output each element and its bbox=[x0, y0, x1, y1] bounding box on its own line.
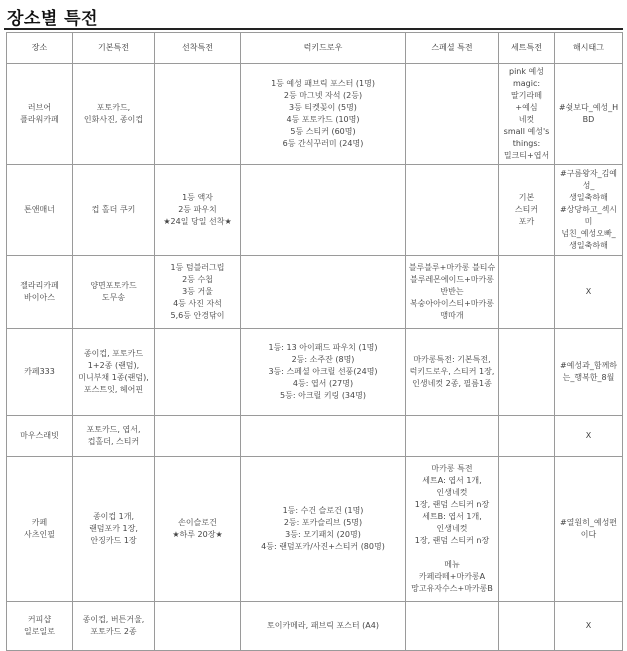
cell-hashtag: #열원히_예성편 이다 bbox=[555, 457, 623, 602]
header-hashtag: 해시태그 bbox=[555, 33, 623, 64]
cell-basic: 포토카드, 인화사진, 종이컵 bbox=[73, 64, 155, 165]
cell-set: 기본 스티커 포카 bbox=[499, 165, 555, 256]
cell-set bbox=[499, 416, 555, 457]
table-header-row bbox=[7, 33, 623, 64]
cell-set bbox=[499, 256, 555, 329]
cell-lucky-draw bbox=[241, 416, 406, 457]
cell-first-come: 1등 액자 2등 파우치 ★24일 당일 선착★ bbox=[155, 165, 241, 256]
table-row bbox=[7, 256, 623, 329]
cell-first-come: 손이슬로건 ★하루 20장★ bbox=[155, 457, 241, 602]
cell-lucky-draw: 1등: 수건 슬로건 (1명) 2등: 포카슬리브 (5명) 3등: 모기패치 (20명) 4등: 랜덤포카/사진+스티커 (80명) bbox=[241, 457, 406, 602]
cell-special: 마카롱 특전 세트A: 엽서 1개, 인생네컷 1장, 랜덤 스티커 n장 세트B: 엽서 1개, 인생네컷 1장, 랜덤 스티커 n장 메뉴 카페라떼+마카롱A 망고유자수스+마카롱B bbox=[406, 457, 499, 602]
cell-basic: 포토카드, 엽서, 컵홀더, 스티커 bbox=[73, 416, 155, 457]
cell-hashtag: #구름왕자_김예 성_ 생일축하해 #상당하고_섹시 미 넘친_예성오빠_ 생일축하해 bbox=[555, 165, 623, 256]
cell-basic: 양면포토카드 도무송 bbox=[73, 256, 155, 329]
header-set: 세트특전 bbox=[499, 33, 555, 64]
cell-set bbox=[499, 329, 555, 416]
cell-first-come bbox=[155, 602, 241, 651]
cell-hashtag: X bbox=[555, 602, 623, 651]
cell-first-come bbox=[155, 329, 241, 416]
benefits-table bbox=[6, 32, 623, 651]
cell-first-come: 1등 텀블러그립 2등 수첩 3등 거울 4등 사진 자석 5,6등 안경닦이 bbox=[155, 256, 241, 329]
cell-place: 톤앤매너 bbox=[7, 165, 73, 256]
cell-first-come bbox=[155, 416, 241, 457]
cell-basic: 컵 홀더 쿠키 bbox=[73, 165, 155, 256]
header-lucky-draw: 럭키드로우 bbox=[241, 33, 406, 64]
cell-lucky-draw bbox=[241, 256, 406, 329]
cell-hashtag: X bbox=[555, 416, 623, 457]
cell-special: 블루블루+마카롱 블티슈 블루레몬에이드+마카롱 반반는 복숭아아이스티+마카롱 맹따개 bbox=[406, 256, 499, 329]
page-title: 장소별 특전 bbox=[7, 9, 99, 29]
header-special: 스페셜 특전 bbox=[406, 33, 499, 64]
cell-special bbox=[406, 165, 499, 256]
cell-special bbox=[406, 602, 499, 651]
cell-hashtag: #쉿보다_예성_H BD bbox=[555, 64, 623, 165]
cell-set bbox=[499, 602, 555, 651]
table-row bbox=[7, 416, 623, 457]
table-row bbox=[7, 64, 623, 165]
table-row bbox=[7, 457, 623, 602]
cell-place: 젤라리카페 바이아스 bbox=[7, 256, 73, 329]
cell-basic: 종이컵, 버튼거울, 포토카드 2종 bbox=[73, 602, 155, 651]
cell-lucky-draw bbox=[241, 165, 406, 256]
cell-place: 커피샵 일로일로 bbox=[7, 602, 73, 651]
title-divider bbox=[4, 28, 623, 30]
cell-hashtag: #예성과_함께하 는_행복한_8월 bbox=[555, 329, 623, 416]
header-first-come: 선착특전 bbox=[155, 33, 241, 64]
cell-lucky-draw: 1등 예성 패브릭 포스터 (1명) 2등 마그넷 자석 (2등) 3등 티켓꽂이 (5명) 4등 포토카드 (10명) 5등 스티커 (60명) 6등 간식꾸러미 (24명) bbox=[241, 64, 406, 165]
cell-place: 카페 사츠인필 bbox=[7, 457, 73, 602]
table-row bbox=[7, 602, 623, 651]
cell-hashtag: X bbox=[555, 256, 623, 329]
cell-special bbox=[406, 64, 499, 165]
cell-special: 마카롱특전: 기본특전, 럭키드로우, 스티커 1장, 인생네컷 2종, 필름1종 bbox=[406, 329, 499, 416]
header-place: 장소 bbox=[7, 33, 73, 64]
cell-lucky-draw: 1등: 13 아이패드 파우치 (1명) 2등: 소주잔 (8명) 3등: 스페셜 아크릴 선풍(24명) 4등: 엽서 (27명) 5등: 아크릴 키링 (34명) bbox=[241, 329, 406, 416]
cell-special bbox=[406, 416, 499, 457]
header-basic: 기본특전 bbox=[73, 33, 155, 64]
cell-set: pink 예성 magic: 딸기라떼+예심 네컷 small 예성's things: 밀크티+엽서 bbox=[499, 64, 555, 165]
cell-basic: 종이컵 1개, 랜덤포카 1장, 안징카드 1장 bbox=[73, 457, 155, 602]
table-row bbox=[7, 165, 623, 256]
cell-place: 러브어 플라워카페 bbox=[7, 64, 73, 165]
cell-lucky-draw: 토이카메라, 패브릭 포스터 (A4) bbox=[241, 602, 406, 651]
cell-set bbox=[499, 457, 555, 602]
table-row bbox=[7, 329, 623, 416]
cell-first-come bbox=[155, 64, 241, 165]
cell-basic: 종이컵, 포토카드 1+2종 (랜덤), 미니부채 1종(랜덤), 포스트잇, 헤어핀 bbox=[73, 329, 155, 416]
cell-place: 마우스래빗 bbox=[7, 416, 73, 457]
cell-place: 카페333 bbox=[7, 329, 73, 416]
